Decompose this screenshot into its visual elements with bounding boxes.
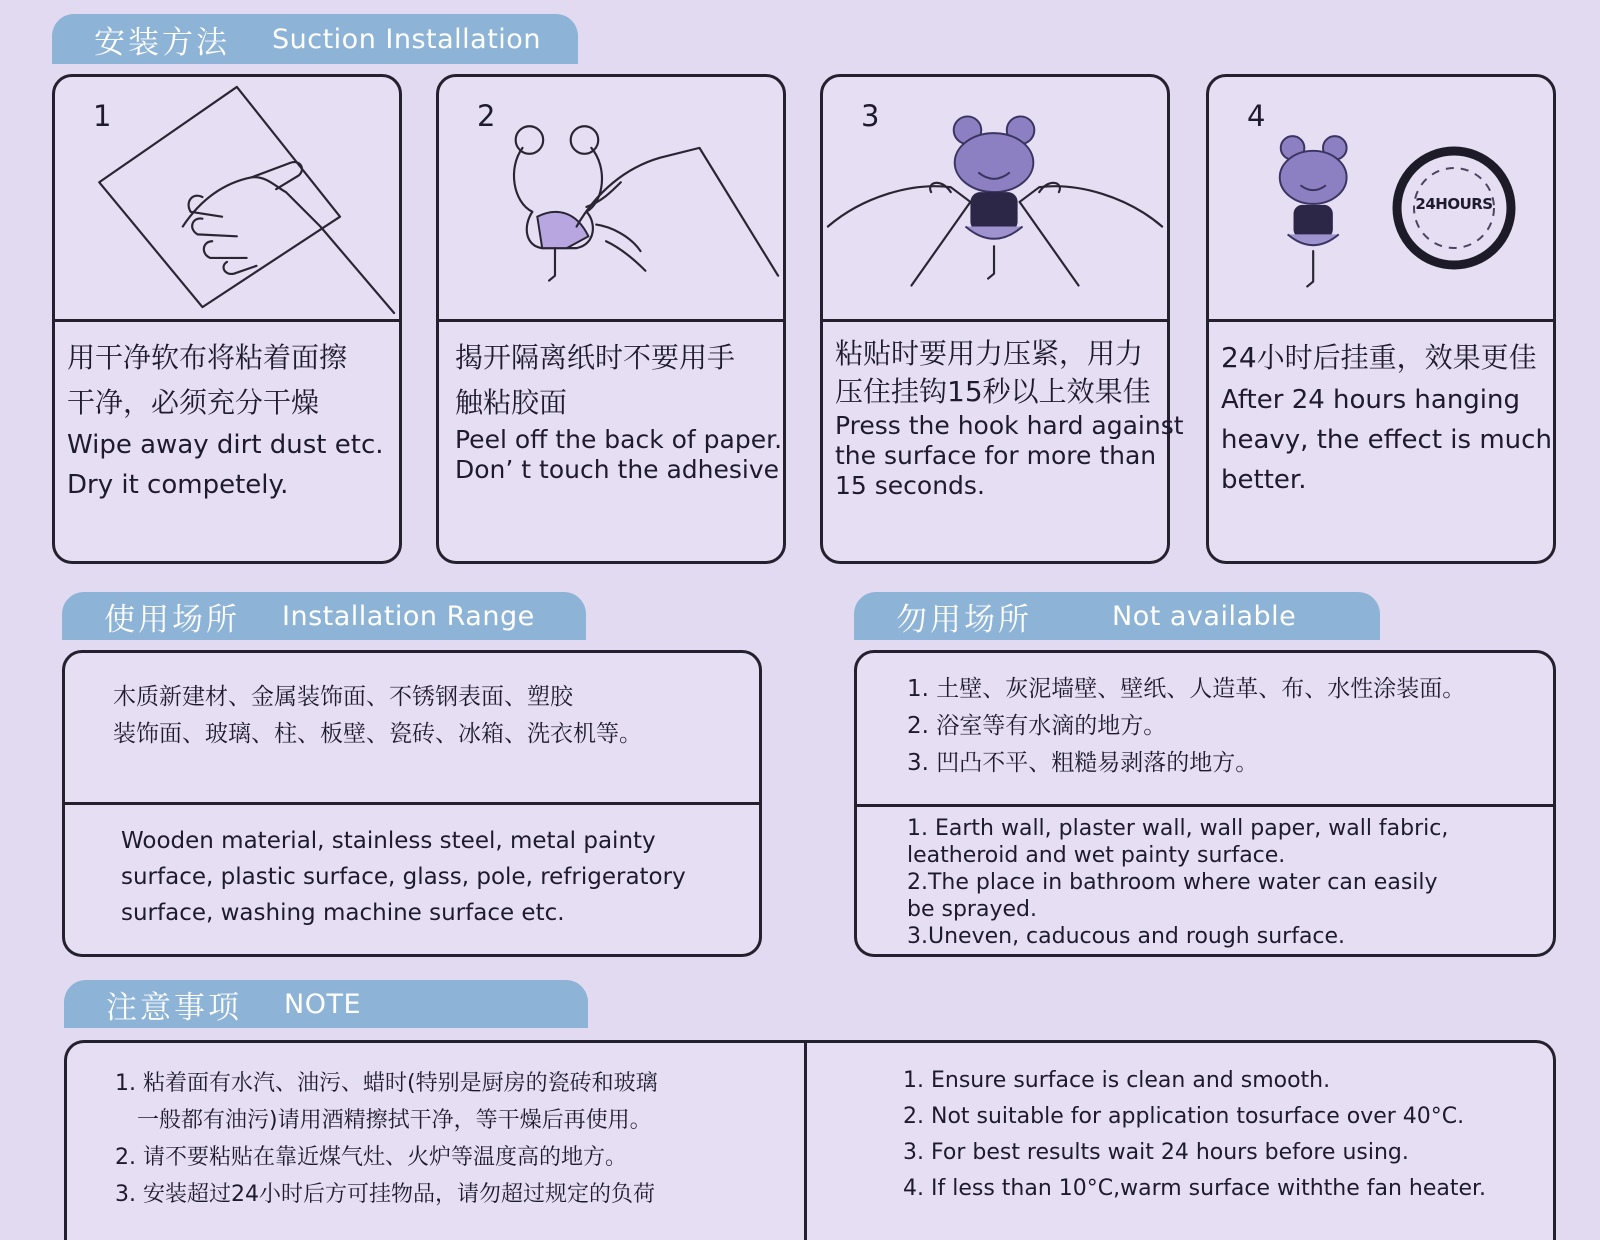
not-available-en-line: 1. Earth wall, plaster wall, wall paper, wall fabric,: [907, 816, 1449, 841]
step-card-2: [436, 74, 786, 564]
note-en-line: 2. Not suitable for application tosurface over 40°C.: [903, 1104, 1465, 1129]
range-zh-line: 装饰面、玻璃、柱、板壁、瓷砖、冰箱、洗衣机等。: [113, 721, 642, 747]
step-3-en-line: Press the hook hard against: [835, 411, 1184, 440]
not-available-en-line: 2.The place in bathroom where water can easily: [907, 870, 1438, 895]
step-1-zh-line: 用干净软布将粘着面擦: [67, 341, 348, 374]
step-card-1: [52, 74, 402, 564]
section-title-zh: 安装方法: [94, 24, 230, 61]
step-number: 4: [1247, 99, 1266, 133]
section-title-en: Not available: [1112, 600, 1297, 632]
not-available-zh-line: 3. 凹凸不平、粗糙易剥落的地方。: [907, 750, 1259, 776]
note-zh-line: 1. 粘着面有水汽、油污、蜡时(特别是厨房的瓷砖和玻璃: [115, 1071, 658, 1096]
section-title-zh: 注意事项: [106, 989, 242, 1026]
step-2-zh-line: 触粘胶面: [455, 386, 568, 419]
note-zh-line: 3. 安装超过24小时后方可挂物品，请勿超过规定的负荷: [115, 1182, 655, 1207]
not-available-en-line: 3.Uneven, caducous and rough surface.: [907, 924, 1346, 949]
step-card-4: [1206, 74, 1556, 564]
step-number: 3: [861, 99, 880, 133]
section-header-note: [64, 980, 588, 1028]
note-zh-column: [67, 1043, 807, 1240]
step-3-zh-line: 压住挂钩15秒以上效果佳: [835, 375, 1151, 408]
section-title-zh: 勿用场所: [896, 601, 1032, 638]
range-en-line: Wooden material, stainless steel, metal painty: [121, 828, 656, 854]
note-panel: [64, 1040, 1556, 1240]
section-header-range: [62, 592, 586, 640]
range-zh-line: 木质新建材、金属装饰面、不锈钢表面、塑胶: [113, 684, 573, 710]
step-2-en-line: Don’ t touch the adhesive: [455, 455, 780, 484]
step-3-text: [835, 335, 1184, 501]
not-available-zh-line: 1. 土壁、灰泥墙壁、壁纸、人造革、布、水性涂装面。: [907, 676, 1466, 702]
range-panel: [62, 650, 762, 957]
step-1-text: [67, 335, 393, 505]
range-zh-block: [65, 653, 759, 805]
step-1-en-line: Dry it competely.: [67, 470, 289, 500]
note-en-column: [807, 1043, 1553, 1240]
note-en-line: 1. Ensure surface is clean and smooth.: [903, 1068, 1331, 1093]
step-2-en-line: Peel off the back of paper.: [455, 425, 783, 454]
step-4-en-line: better.: [1221, 465, 1307, 495]
step-card-3: [820, 74, 1184, 564]
range-en-block: [65, 805, 759, 931]
step-1-zh-line: 干净，必须充分干燥: [67, 386, 320, 419]
step-2-text: [455, 335, 783, 485]
not-available-en-line: leatheroid and wet painty surface.: [907, 843, 1286, 868]
step-4-en-line: After 24 hours hanging: [1221, 385, 1521, 415]
step-1-en-line: Wipe away dirt dust etc.: [67, 430, 384, 460]
range-en-line: surface, plastic surface, glass, pole, refrigeratory: [121, 864, 686, 890]
step-4-en-line: heavy, the effect is much: [1221, 425, 1552, 455]
section-title-en: NOTE: [284, 988, 362, 1020]
not-available-zh-block: [857, 653, 1553, 807]
section-title-en: Suction Installation: [272, 23, 541, 55]
section-header-not-available: [854, 592, 1380, 640]
step-number: 2: [477, 99, 496, 133]
note-zh-line: 一般都有油污)请用酒精擦拭干净，等干燥后再使用。: [137, 1108, 652, 1133]
step-4-zh-line: 24小时后挂重，效果更佳: [1221, 341, 1537, 374]
clock-label: 24HOURS: [1415, 195, 1493, 213]
note-en-line: 4. If less than 10°C,warm surface withthe fan heater.: [903, 1176, 1487, 1201]
section-title-en: Installation Range: [282, 600, 535, 632]
step-3-en-line: the surface for more than: [835, 441, 1157, 470]
note-en-line: 3. For best results wait 24 hours before using.: [903, 1140, 1409, 1165]
step-3-zh-line: 粘贴时要用力压紧，用力: [835, 337, 1144, 370]
not-available-en-block: [857, 807, 1553, 950]
range-en-line: surface, washing machine surface etc.: [121, 900, 565, 926]
not-available-panel: [854, 650, 1556, 957]
step-2-zh-line: 揭开隔离纸时不要用手: [455, 341, 736, 374]
note-zh-line: 2. 请不要粘贴在靠近煤气灶、火炉等温度高的地方。: [115, 1145, 627, 1170]
section-header-installation: [52, 14, 578, 64]
not-available-en-line: be sprayed.: [907, 897, 1037, 922]
step-3-en-line: 15 seconds.: [835, 471, 985, 500]
not-available-zh-line: 2. 浴室等有水滴的地方。: [907, 713, 1167, 739]
section-title-zh: 使用场所: [104, 601, 240, 638]
step-4-text: [1221, 335, 1552, 500]
step-number: 1: [93, 99, 112, 133]
